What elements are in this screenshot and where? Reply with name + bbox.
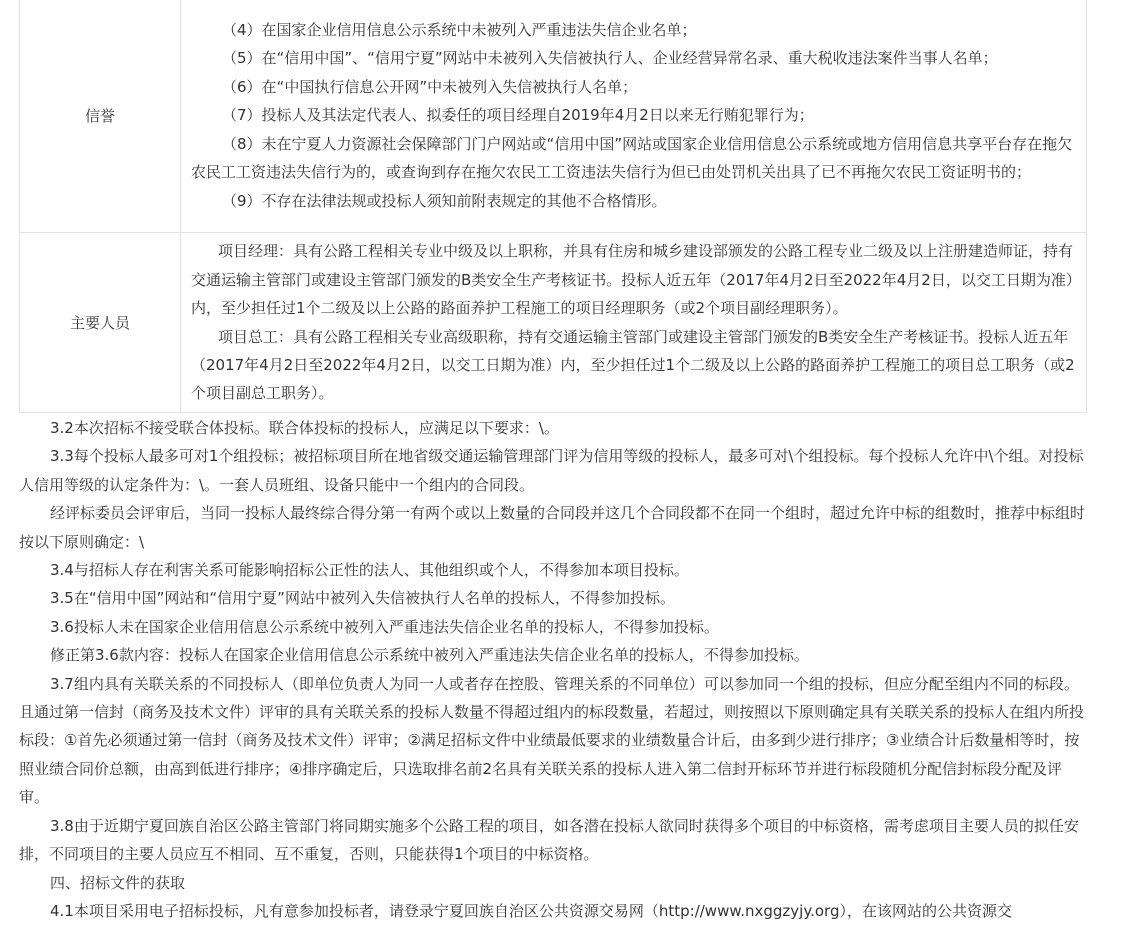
reputation-item-5: （5）在“信用中国”、“信用宁夏”网站中未被列入失信被执行人、企业经营异常名录、重大税收违法案件当事人名单； <box>222 49 998 68</box>
reputation-item-7: （7）投标人及其法定代表人、拟委任的项目经理自2019年4月2日以来无行贿犯罪行为； <box>222 106 814 125</box>
reputation-item-8: （8）未在宁夏人力资源社会保障部门门户网站或“信用中国”网站或国家企业信用信息公示系统或地方信用信息共享平台存在拖欠农民工工资违法失信行为的，或查询到存在拖欠农民工工资违法失信行为但已由处罚机关出具了已不再拖欠农民工资证明书的； <box>191 134 1073 182</box>
table-row <box>20 0 1087 233</box>
project-manager-requirement: 项目经理：具有公路工程相关专业中级及以上职称，并具有住房和城乡建设部颁发的公路工程专业二级及以上注册建造师证，持有交通运输主管部门或建设主管部门颁发的B类安全生产考核证书。投标人近五年（2017年4月2日至2022年4月2日，以交工日期为准）内，至少担任过1个二级及以上公路的路面养护工程施工的项目经理职务（或2个项目副经理职务）。 <box>191 242 1074 318</box>
reputation-item-6: （6）在“中国执行信息公开网”中未被列入失信被执行人名单； <box>222 77 638 96</box>
section-heading-4: 四、招标文件的获取 <box>50 873 186 892</box>
reputation-item-9: （9）不存在法律法规或投标人须知前附表规定的其他不合格情形。 <box>222 191 667 210</box>
row-label-key-personnel: 主要人员 <box>20 233 181 413</box>
clause-3-3-note: 经评标委员会评审后，当同一投标人最终综合得分第一有两个或以上数量的合同段并这几个合同段都不在同一个组时，超过允许中标的组数时，推荐中标组时按以下原则确定：\ <box>19 504 1086 551</box>
clause-3-8: 3.8由于近期宁夏回族自治区公路主管部门将同期实施多个公路工程的项目，如各潜在投标人欲同时获得多个项目的中标资格，需考虑项目主要人员的拟任安排，不同项目的主要人员应互不相同、互不重复，否则，只能获得1个项目的中标资格。 <box>19 816 1079 864</box>
row-label-reputation: 信誉 <box>20 0 181 233</box>
body-text <box>19 414 1089 925</box>
clause-3-5: 3.5在“信用中国”网站和“信用宁夏”网站中被列入失信被执行人名单的投标人，不得参加投标。 <box>50 589 675 608</box>
clause-3-3: 3.3每个投标人最多可对1个组投标；被招标项目所在地省级交通运输管理部门评为信用等级的投标人，最多可对\个组投标。每个投标人允许中\个组。对投标人信用等级的认定条件为：\。一套人员班组、设备只能中一个组内的合同段。 <box>19 447 1084 494</box>
clause-3-6-amendment: 修正第3.6款内容：投标人在国家企业信用信息公示系统中被列入严重违法失信企业名单的投标人，不得参加投标。 <box>50 646 809 665</box>
clause-3-7: 3.7组内具有关联关系的不同投标人（即单位负责人为同一人或者存在控股、管理关系的不同单位）可以参加同一个组的投标，但应分配至组内不同的标段。且通过第一信封（商务及技术文件）评审的具有关联关系的投标人数量不得超过组内的标段数量，若超过，则按照以下原则确定具有关联关系的投标人在组内所投标段：①首先必须通过第一信封（商务及技术文件）评审；②满足招标文件中业绩最低要求的业绩数量合计后，由多到少进行排序；③业绩合计后数量相等时，按照业绩合同价总额，由高到低进行排序；④排序确定后，只选取排名前2名具有关联关系的投标人进入第二信封开标环节并进行标段随机分配信封标段分配及评审。 <box>19 674 1085 807</box>
clause-4-1: 4.1本项目采用电子招标投标，凡有意参加投标者，请登录宁夏回族自治区公共资源交易网（http://www.nxggzyjy.org），在该网站的公共资源交 <box>50 901 1012 920</box>
table-row <box>20 233 1087 413</box>
clause-3-6: 3.6投标人未在国家企业信用信息公示系统中被列入严重违法失信企业名单的投标人，不得参加投标。 <box>50 617 719 636</box>
chief-engineer-requirement: 项目总工：具有公路工程相关专业高级职称，持有交通运输主管部门或建设主管部门颁发的B类安全生产考核证书。投标人近五年（2017年4月2日至2022年4月2日，以交工日期为准）内，至少担任过1个二级及以上公路的路面养护工程施工的项目总工职务（或2个项目副总工职务）。 <box>191 327 1075 403</box>
clause-3-2: 3.2本次招标不接受联合体投标。联合体投标的投标人，应满足以下要求：\。 <box>50 419 559 437</box>
reputation-item-4: （4）在国家企业信用信息公示系统中未被列入严重违法失信企业名单； <box>222 21 697 40</box>
qualification-table <box>19 0 1087 413</box>
row-content-key-personnel <box>181 233 1087 413</box>
row-content-reputation <box>181 0 1087 233</box>
clause-3-4: 3.4与招标人存在利害关系可能影响招标公正性的法人、其他组织或个人，不得参加本项目投标。 <box>50 561 689 580</box>
